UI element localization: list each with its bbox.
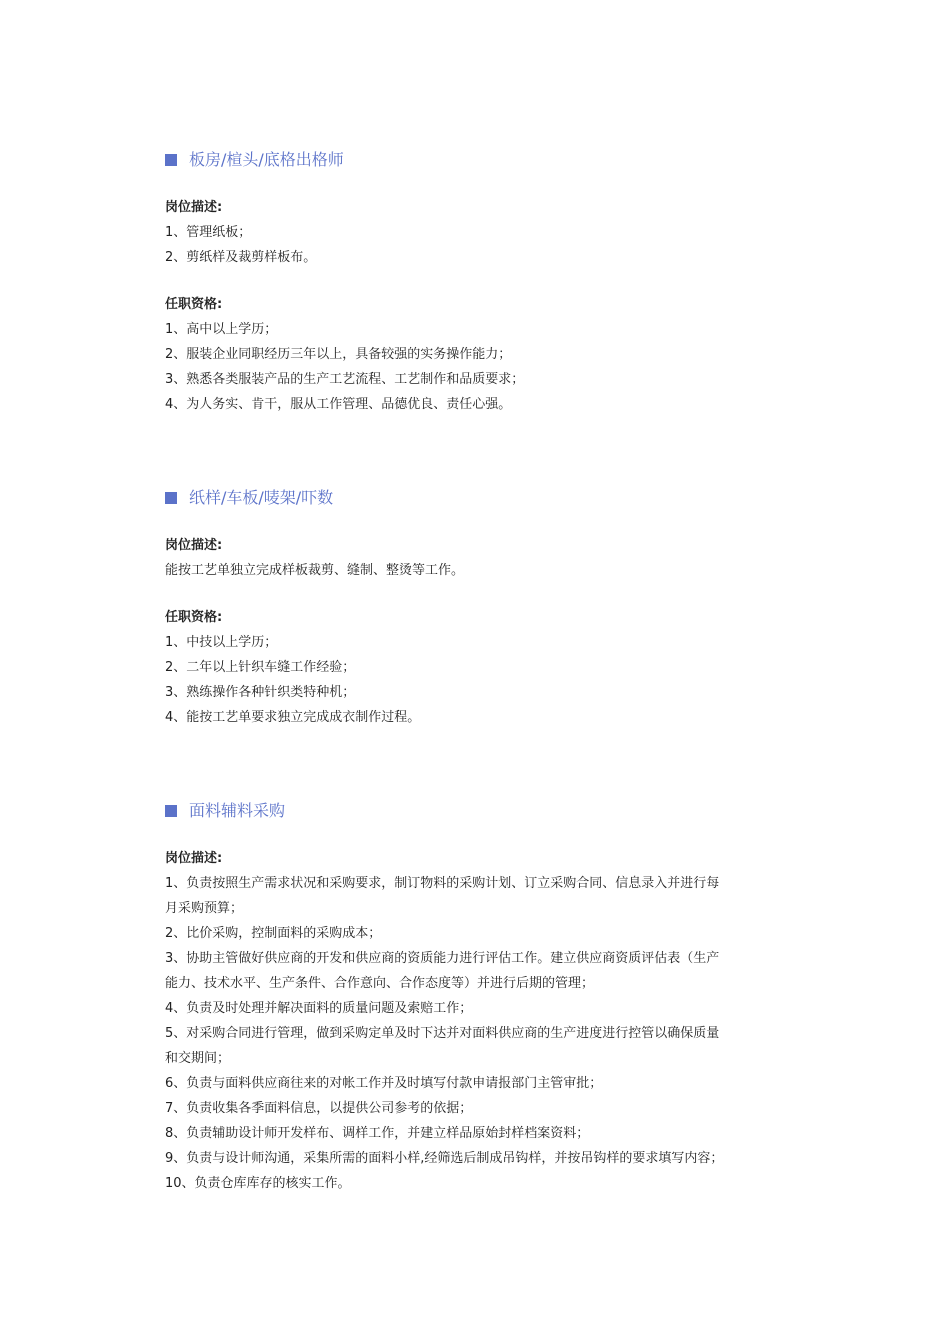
job-section-fabric-purchasing [165, 800, 785, 1196]
section-heading [165, 487, 785, 509]
req-line: 4、为人务实、肯干，服从工作管理、品德优良、责任心强。 [165, 397, 512, 412]
section-title: 面料辅料采购 [189, 801, 286, 820]
desc-line: 10、负责仓库库存的核实工作。 [165, 1176, 351, 1191]
square-bullet-icon [165, 154, 177, 166]
square-bullet-icon [165, 492, 177, 504]
desc-line: 和交期间； [165, 1051, 231, 1066]
desc-line: 6、负责与面料供应商往来的对帐工作并及时填写付款申请报部门主管审批； [165, 1076, 603, 1091]
desc-line: 2、比价采购，控制面料的采购成本； [165, 926, 382, 941]
req-line: 1、高中以上学历； [165, 322, 278, 337]
desc-line: 5、对采购合同进行管理，做到采购定单及时下达并对面料供应商的生产进度进行控管以确保质量 [165, 1026, 720, 1041]
desc-line: 3、协助主管做好供应商的开发和供应商的资质能力进行评估工作。建立供应商资质评估表（生产 [165, 951, 720, 966]
desc-line: 9、负责与设计师沟通，采集所需的面料小样,经筛选后制成吊钩样，并按吊钩样的要求填写内容； [165, 1151, 724, 1166]
req-line: 1、中技以上学历； [165, 635, 278, 650]
desc-line: 4、负责及时处理并解决面料的质量问题及索赔工作； [165, 1001, 473, 1016]
desc-label: 岗位描述: [165, 851, 223, 866]
req-label: 任职资格: [165, 610, 223, 625]
req-line: 4、能按工艺单要求独立完成成衣制作过程。 [165, 710, 421, 725]
req-line: 3、熟悉各类服装产品的生产工艺流程、工艺制作和品质要求； [165, 372, 525, 387]
job-section-pattern-master [165, 149, 785, 417]
desc-line: 月采购预算； [165, 901, 244, 916]
desc-label: 岗位描述: [165, 200, 223, 215]
section-title: 纸样/车板/唛架/吓数 [189, 488, 334, 507]
desc-line: 1、管理纸板； [165, 225, 252, 240]
desc-line: 2、剪纸样及裁剪样板布。 [165, 250, 317, 265]
desc-line: 能力、技术水平、生产条件、合作意向、合作态度等）并进行后期的管理； [165, 976, 595, 991]
square-bullet-icon [165, 805, 177, 817]
req-line: 3、熟练操作各种针织类特种机； [165, 685, 356, 700]
req-label: 任职资格: [165, 297, 223, 312]
req-line: 2、二年以上针织车缝工作经验； [165, 660, 356, 675]
section-heading [165, 800, 785, 822]
desc-line: 1、负责按照生产需求状况和采购要求，制订物料的采购计划、订立采购合同、信息录入并进行每 [165, 876, 720, 891]
desc-line: 7、负责收集各季面料信息，以提供公司参考的依据； [165, 1101, 473, 1116]
req-line: 2、服装企业同职经历三年以上，具备较强的实务操作能力； [165, 347, 512, 362]
job-section-sample-maker [165, 487, 785, 730]
desc-label: 岗位描述: [165, 538, 223, 553]
section-heading [165, 149, 785, 171]
desc-line: 8、负责辅助设计师开发样布、调样工作，并建立样品原始封样档案资料； [165, 1126, 590, 1141]
section-title: 板房/楦头/底格出格师 [189, 150, 344, 169]
desc-line: 能按工艺单独立完成样板裁剪、缝制、整烫等工作。 [165, 563, 465, 578]
